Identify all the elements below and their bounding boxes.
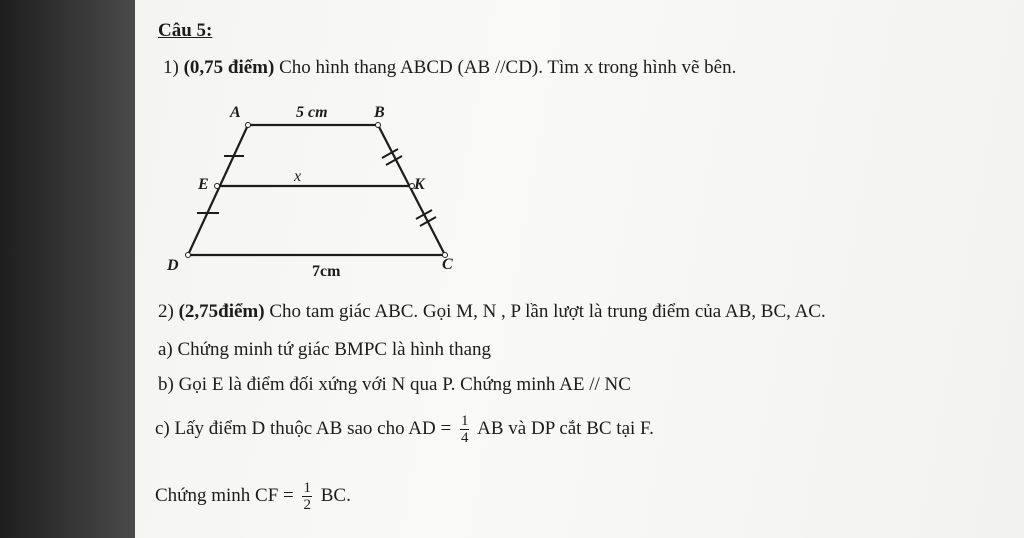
point-e	[215, 184, 220, 189]
label-x: x	[294, 168, 302, 185]
fraction-numerator: 1	[460, 413, 469, 429]
proof-line	[155, 480, 351, 513]
question-heading: Câu 5:	[158, 20, 213, 41]
point-d	[186, 253, 191, 258]
fraction-one-quarter	[460, 413, 470, 446]
item-c	[155, 413, 654, 446]
label-c: C	[442, 256, 453, 273]
part1-text: Cho hình thang ABCD (AB //CD). Tìm x trong hình vẽ bên.	[279, 57, 737, 78]
part2-number: 2)	[158, 301, 174, 322]
left-shadow	[0, 0, 135, 538]
tick-kc-1	[416, 210, 432, 219]
item-a: a) Chứng minh tứ giác BMPC là hình thang	[158, 339, 492, 360]
fraction-denominator: 2	[303, 497, 311, 513]
proof-after: BC.	[320, 484, 351, 506]
tick-kc-2	[420, 217, 436, 226]
segment-bc	[378, 125, 445, 255]
length-dc: 7cm	[312, 263, 341, 280]
label-a: A	[230, 104, 241, 121]
segment-ad	[188, 125, 248, 255]
part2-text: Cho tam giác ABC. Gọi M, N , P lần lượt là trung điểm của AB, BC, AC.	[269, 301, 826, 322]
part1-line	[163, 57, 736, 79]
item-c-before: c) Lấy điểm D thuộc AB sao cho AD =	[155, 417, 452, 439]
trapezoid-figure	[160, 95, 470, 285]
point-a	[246, 123, 251, 128]
length-ab: 5 cm	[296, 104, 328, 121]
proof-before: Chứng minh CF =	[155, 484, 294, 506]
part2-points: (2,75điểm)	[178, 301, 265, 322]
fraction-one-half	[302, 480, 312, 513]
part1-points: (0,75 điểm)	[183, 57, 275, 78]
item-b: b) Gọi E là điểm đối xứng với N qua P. Chứng minh AE // NC	[158, 374, 631, 395]
fraction-numerator: 1	[303, 480, 311, 496]
label-d: D	[167, 257, 179, 274]
point-b	[376, 123, 381, 128]
item-c-after: AB và DP cắt BC tại F.	[477, 417, 654, 439]
part1-number: 1)	[163, 57, 179, 78]
label-k: K	[414, 176, 425, 193]
fraction-denominator: 4	[460, 430, 469, 446]
label-e: E	[198, 176, 209, 193]
label-b: B	[374, 104, 385, 121]
part2-line	[158, 301, 826, 323]
